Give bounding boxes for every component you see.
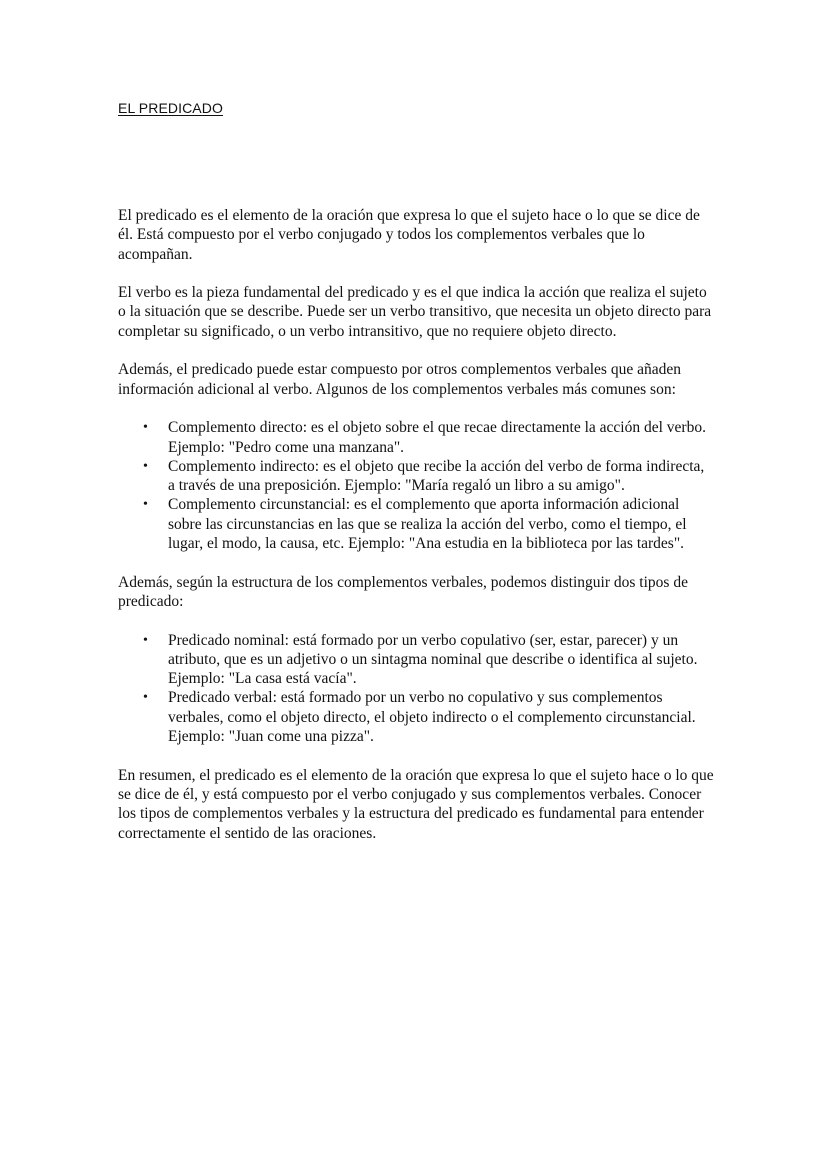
bullet-icon: • xyxy=(143,632,148,648)
bullet-icon: • xyxy=(143,458,148,474)
document-body xyxy=(118,206,714,862)
list-item-complemento-indirecto xyxy=(143,457,714,496)
paragraph-resumen: En resumen, el predicado es el elemento de la oración que expresa lo que el sujeto hace o lo que se dice de él, y está compuesto por el verbo conjugado y sus complementos verbales. Conocer los tipos de complementos verbales y la estructura del predicado es fundamental para entender correctamente el sentido de las oraciones. xyxy=(118,766,714,842)
list-item-text: Predicado verbal: está formado por un verbo no copulativo y sus complementos verbales, como el objeto directo, el objeto indirecto o el complemento circunstancial. Ejemplo: "Juan come una pizza". xyxy=(168,689,696,746)
paragraph-verbo: El verbo es la pieza fundamental del predicado y es el que indica la acción que realiza el sujeto o la situación que se describe. Puede ser un verbo transitivo, que necesita un objeto directo para completar su significado, o un verbo intransitivo, que no requiere objeto directo. xyxy=(118,284,712,340)
predicate-types-list xyxy=(118,631,714,747)
paragraph-complementos: Además, el predicado puede estar compuesto por otros complementos verbales que añaden información adicional al verbo. Algunos de los complementos verbales más comunes son: xyxy=(118,361,681,398)
list-item-text: Complemento directo: es el objeto sobre el que recae directamente la acción del verbo. Ejemplo: "Pedro come una manzana". xyxy=(168,419,706,456)
list-item-text: Predicado nominal: está formado por un verbo copulativo (ser, estar, parecer) y un atributo, que es un adjetivo o un sintagma nominal que describe o identifica al sujeto. Ejemplo: "La casa está vacía". xyxy=(168,631,698,688)
list-item-complemento-circunstancial xyxy=(143,495,714,553)
list-item-complemento-directo xyxy=(143,418,714,457)
paragraph-tipos: Además, según la estructura de los complementos verbales, podemos distinguir dos tipos de predicado: xyxy=(118,573,688,610)
page-title: EL PREDICADO xyxy=(118,100,223,116)
list-item-text: Complemento circunstancial: es el complemento que aporta información adicional sobre las circunstancias en las que se realiza la acción del verbo, como el tiempo, el lugar, el modo, la causa, etc. Ejemplo: "Ana estudia en la biblioteca por las tardes". xyxy=(168,496,687,553)
paragraph-intro: El predicado es el elemento de la oración que expresa lo que el sujeto hace o lo que se dice de él. Está compuesto por el verbo conjugado y todos los complementos verbales que lo acompañan. xyxy=(118,207,700,263)
complement-list xyxy=(118,418,714,553)
bullet-icon: • xyxy=(143,420,148,436)
bullet-icon: • xyxy=(143,497,148,513)
bullet-icon: • xyxy=(143,690,148,706)
list-item-predicado-nominal xyxy=(143,631,714,689)
list-item-text: Complemento indirecto: es el objeto que recibe la acción del verbo de forma indirecta, a través de una preposición. Ejemplo: "María regaló un libro a su amigo". xyxy=(168,457,705,495)
list-item-predicado-verbal xyxy=(143,688,714,746)
